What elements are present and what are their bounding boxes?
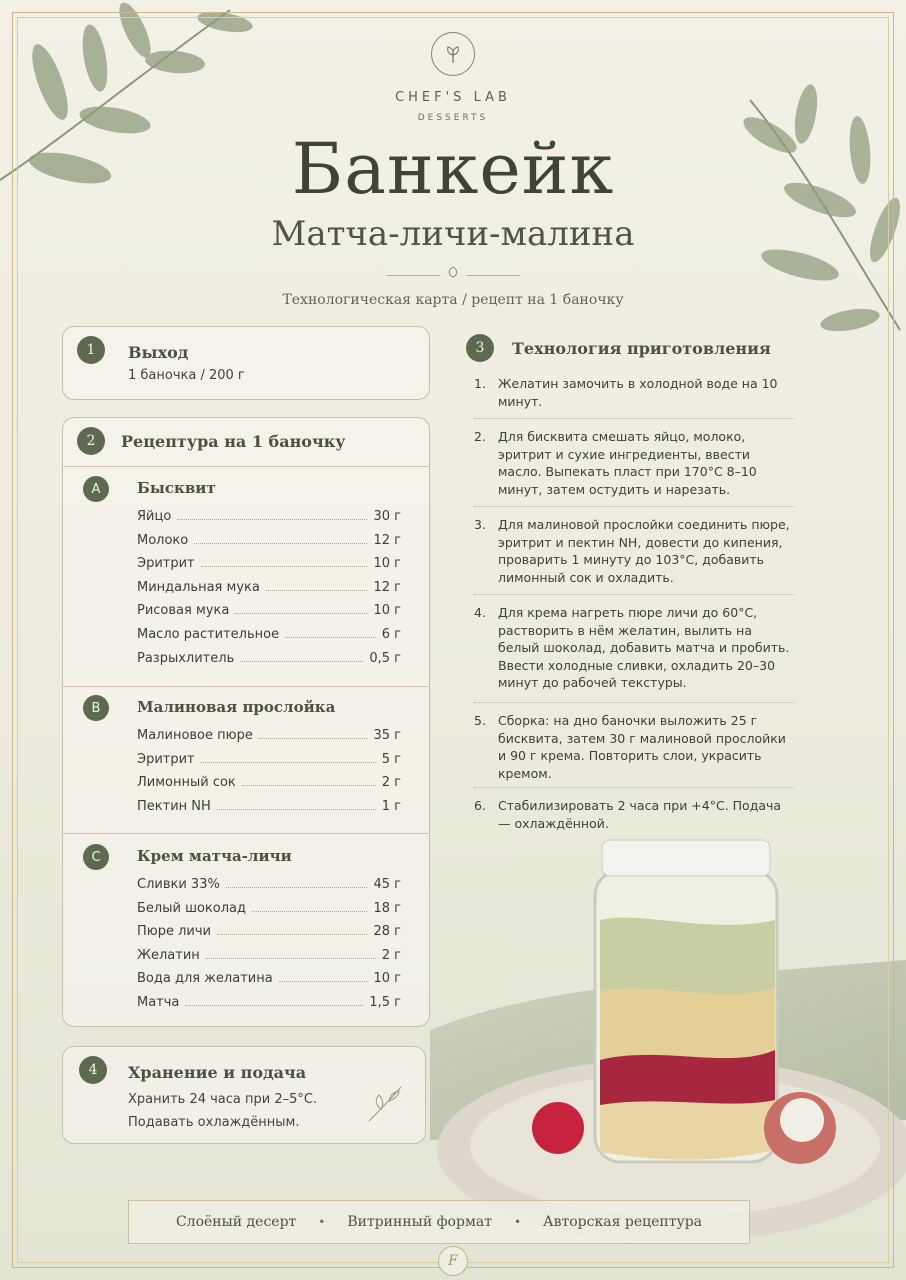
ingredient-amount: 10 г — [373, 603, 401, 619]
recipe-header-divider — [63, 466, 429, 467]
ingredient-amount: 1,5 г — [369, 995, 401, 1010]
ingredient-name: Белый шоколад — [137, 900, 246, 916]
dot-leader — [242, 785, 376, 786]
technology-step — [474, 797, 794, 832]
technology-step — [474, 712, 794, 782]
footer-tags — [128, 1200, 750, 1244]
ingredient-row — [137, 551, 401, 571]
storage-title: Хранение и подача — [128, 1063, 307, 1082]
ingredient-row — [137, 575, 401, 595]
ingredient-name: Лимонный сок — [137, 775, 236, 791]
subsection-badge: C — [83, 844, 109, 870]
header-divider-right — [466, 275, 520, 276]
technology-step — [474, 428, 794, 498]
step-text: Для бисквита смешать яйцо, молоко, эритрит и сухие ингредиенты, ввести масло. Выпекать пласт при 170°C 8–10 минут, затем остудить и нарезать. — [498, 429, 757, 497]
page-subtitle: Матча-личи-малина — [271, 214, 635, 254]
dot-leader — [235, 613, 367, 614]
ingredient-row — [137, 943, 401, 963]
ingredient-name: Молоко — [137, 532, 189, 548]
small-leaf-icon — [446, 266, 460, 278]
section-number: 2 — [77, 427, 105, 455]
step-number: 3. — [474, 517, 486, 532]
tech-card-caption: Технологическая карта / рецепт на 1 баночку — [282, 292, 624, 308]
dot-leader — [226, 887, 368, 888]
ingredient-row — [137, 966, 401, 986]
leaf-sprig-icon — [363, 1081, 407, 1125]
footer-bullet: • — [513, 1215, 522, 1229]
step-text: Для малиновой прослойки соединить пюре, эритрит и пектин NH, довести до кипения, проварить 1 минуту до 103°C, добавить лимонный сок и охладить. — [498, 517, 790, 585]
subsection-title: Малиновая прослойка — [137, 698, 336, 716]
ingredient-row — [137, 622, 401, 642]
yield-value: 1 баночка / 200 г — [128, 368, 245, 383]
ingredient-amount: 0,5 г — [369, 650, 401, 666]
dot-leader — [177, 519, 367, 520]
storage-card — [62, 1046, 426, 1144]
ingredient-name: Эритрит — [137, 751, 195, 767]
step-divider — [474, 702, 794, 704]
step-number: 4. — [474, 605, 486, 620]
footer-tag-author: Авторская рецептура — [543, 1214, 703, 1230]
ingredient-amount: 6 г — [381, 627, 401, 642]
step-number: 6. — [474, 798, 486, 813]
ingredient-amount: 2 г — [381, 947, 401, 963]
step-divider — [474, 594, 794, 596]
sprout-logo-icon — [431, 32, 475, 76]
yield-card — [62, 326, 430, 400]
technology-step — [474, 604, 794, 692]
subsection-badge: A — [83, 476, 109, 502]
section-number: 3 — [466, 334, 494, 362]
ingredient-name: Масло растительное — [137, 627, 280, 642]
ingredient-amount: 10 г — [373, 556, 401, 572]
subsection-badge: B — [83, 695, 109, 721]
ingredient-name: Рисовая мука — [137, 603, 230, 619]
step-number: 2. — [474, 429, 486, 444]
ingredient-name: Пюре личи — [137, 924, 211, 940]
step-divider — [474, 506, 794, 508]
dot-leader — [185, 1005, 363, 1006]
ingredient-amount: 30 г — [373, 509, 401, 524]
ingredient-name: Разрыхлитель — [137, 650, 235, 666]
technology-title: Технология приготовления — [512, 339, 771, 358]
technology-step — [474, 375, 794, 410]
ingredient-row — [137, 990, 401, 1010]
technology-step — [474, 516, 794, 586]
ingredient-amount: 2 г — [381, 775, 401, 791]
step-number: 5. — [474, 713, 486, 728]
subsection-title: Быcквит — [137, 479, 216, 497]
ingredient-name: Матча — [137, 995, 180, 1010]
subsection-title: Крем матча-личи — [137, 847, 292, 865]
dot-leader — [217, 809, 376, 810]
header-divider-left — [386, 275, 440, 276]
dot-leader — [206, 958, 376, 959]
ingredient-row — [137, 872, 401, 892]
ingredient-row — [137, 794, 401, 814]
ingredient-row — [137, 528, 401, 548]
step-divider — [474, 418, 794, 420]
brand-name: CHEF'S LAB — [395, 90, 511, 105]
footer-tag-layered: Слоёный десерт — [175, 1214, 297, 1230]
dot-leader — [259, 738, 368, 739]
yield-title: Выход — [128, 343, 189, 362]
storage-line-1: Хранить 24 часа при 2–5°C. — [128, 1092, 318, 1107]
step-text: Стабилизировать 2 часа при +4°C. Подача — охлаждённой. — [498, 798, 782, 831]
ingredient-amount: 10 г — [373, 971, 401, 987]
step-text: Желатин замочить в холодной воде на 10 минут. — [498, 376, 778, 409]
ingredient-amount: 18 г — [373, 900, 401, 916]
ingredient-name: Яйцо — [137, 509, 172, 524]
ingredient-name: Сливки 33% — [137, 877, 220, 892]
monogram-seal: F — [438, 1246, 468, 1276]
footer-bullet: • — [318, 1215, 326, 1229]
ingredient-row — [137, 598, 401, 618]
ingredient-row — [137, 723, 401, 743]
page-title: Банкейк — [291, 128, 615, 210]
ingredient-amount: 5 г — [381, 751, 401, 767]
ingredient-amount: 45 г — [373, 877, 401, 892]
ingredient-row — [137, 919, 401, 939]
ingredient-row — [137, 504, 401, 524]
storage-line-2: Подавать охлаждённым. — [128, 1115, 300, 1130]
recipe-title: Рецептура на 1 баночку — [121, 432, 346, 451]
dot-leader — [217, 934, 367, 935]
subsection-divider — [63, 833, 429, 834]
ingredient-row — [137, 770, 401, 790]
footer-tag-display: Витринный формат — [347, 1214, 492, 1230]
step-number: 1. — [474, 376, 486, 391]
ingredient-row — [137, 896, 401, 916]
ingredient-name: Пектин NH — [137, 798, 211, 814]
dot-leader — [285, 637, 376, 638]
ingredient-amount: 1 г — [381, 798, 401, 814]
ingredient-amount: 12 г — [373, 532, 401, 548]
ingredient-name: Миндальная мука — [137, 579, 260, 595]
step-divider — [474, 787, 794, 789]
dot-leader — [252, 911, 367, 912]
brand-subtitle: DESSERTS — [417, 113, 489, 123]
ingredient-name: Вода для желатина — [137, 971, 273, 987]
section-number: 1 — [77, 336, 105, 364]
dot-leader — [279, 981, 368, 982]
dot-leader — [240, 661, 363, 662]
ingredient-row — [137, 747, 401, 767]
dot-leader — [201, 566, 368, 567]
step-text: Сборка: на дно баночки выложить 25 г бисквита, затем 30 г малиновой прослойки и 90 г крема. Повторить слои, украсить кремом. — [498, 713, 786, 781]
dot-leader — [201, 762, 376, 763]
section-number: 4 — [79, 1056, 107, 1084]
subsection-divider — [63, 686, 429, 687]
ingredient-amount: 12 г — [373, 579, 401, 595]
step-text: Для крема нагреть пюре личи до 60°C, растворить в нём желатин, вылить на белый шоколад, добавить матча и пробить. Ввести холодные сливки, охладить 20–30 минут до рабочей текстуры. — [498, 605, 790, 690]
ingredient-name: Малиновое пюре — [137, 728, 253, 743]
recipe-card — [62, 417, 430, 1027]
ingredient-amount: 28 г — [373, 924, 401, 940]
ingredient-name: Желатин — [137, 947, 200, 963]
dot-leader — [266, 590, 368, 591]
dot-leader — [194, 543, 367, 544]
ingredient-row — [137, 646, 401, 666]
ingredient-amount: 35 г — [373, 728, 401, 743]
ingredient-name: Эритрит — [137, 556, 195, 572]
